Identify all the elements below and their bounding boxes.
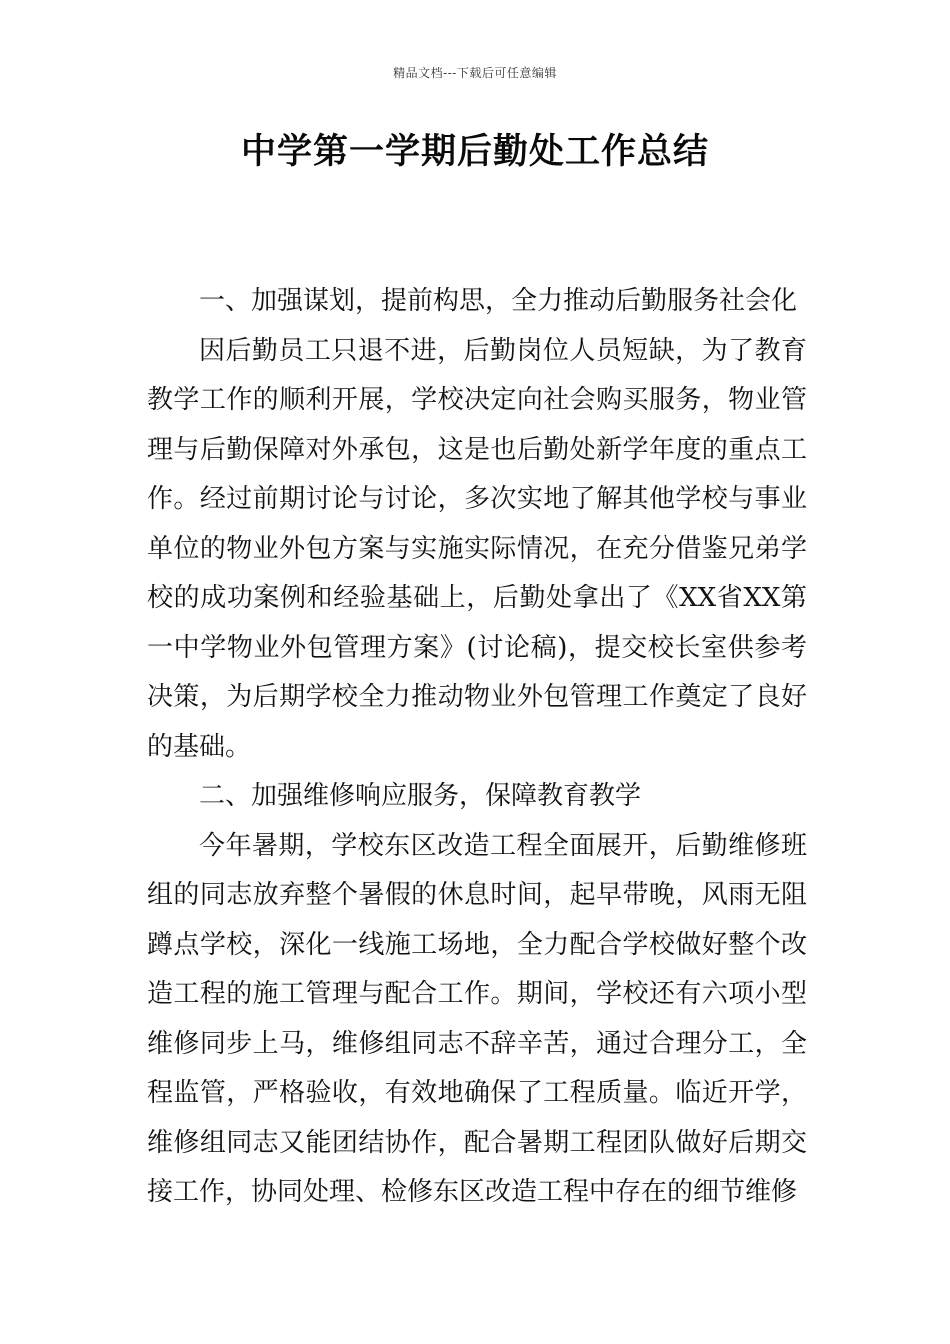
section-heading-2: 二、加强维修响应服务，保障教育教学 [199, 781, 642, 811]
body-paragraph-2: 今年暑期，学校东区改造工程全面展开，后勤维修班组的同志放弃整个暑假的休息时间，起早带晚，风雨无阻蹲点学校，深化一线施工场地，全力配合学校做好整个改造工程的施工管理与配合工作。期间，学校还有六项小型维修同步上马，维修组同志不辞辛苦，通过合理分工，全程监管，严格验收，有效地确保了工程质量。临近开学，维修组同志又能团结协作，配合暑期工程团队做好后期交接工作，协同处理、检修东区改造工程中存在的细节维修 [147, 830, 807, 1207]
body-paragraph-1: 因后勤员工只退不进，后勤岗位人员短缺，为了教育教学工作的顺利开展，学校决定向社会购买服务，物业管理与后勤保障对外承包，这是也后勤处新学年度的重点工作。经过前期讨论与讨论，多次实地了解其他学校与事业单位的物业外包方案与实施实际情况，在充分借鉴兄弟学校的成功案例和经验基础上，后勤处拿出了《XX省XX第一中学物业外包管理方案》(讨论稿)，提交校长室供参考决策，为后期学校全力推动物业外包管理工作奠定了良好的基础。 [147, 335, 807, 762]
section-heading-1: 一、加强谋划，提前构思，全力推动后勤服务社会化 [199, 286, 798, 316]
header-note: 精品文档---下载后可任意编辑 [393, 66, 557, 80]
document-title: 中学第一学期后勤处工作总结 [240, 132, 709, 172]
document-body [147, 277, 807, 1218]
